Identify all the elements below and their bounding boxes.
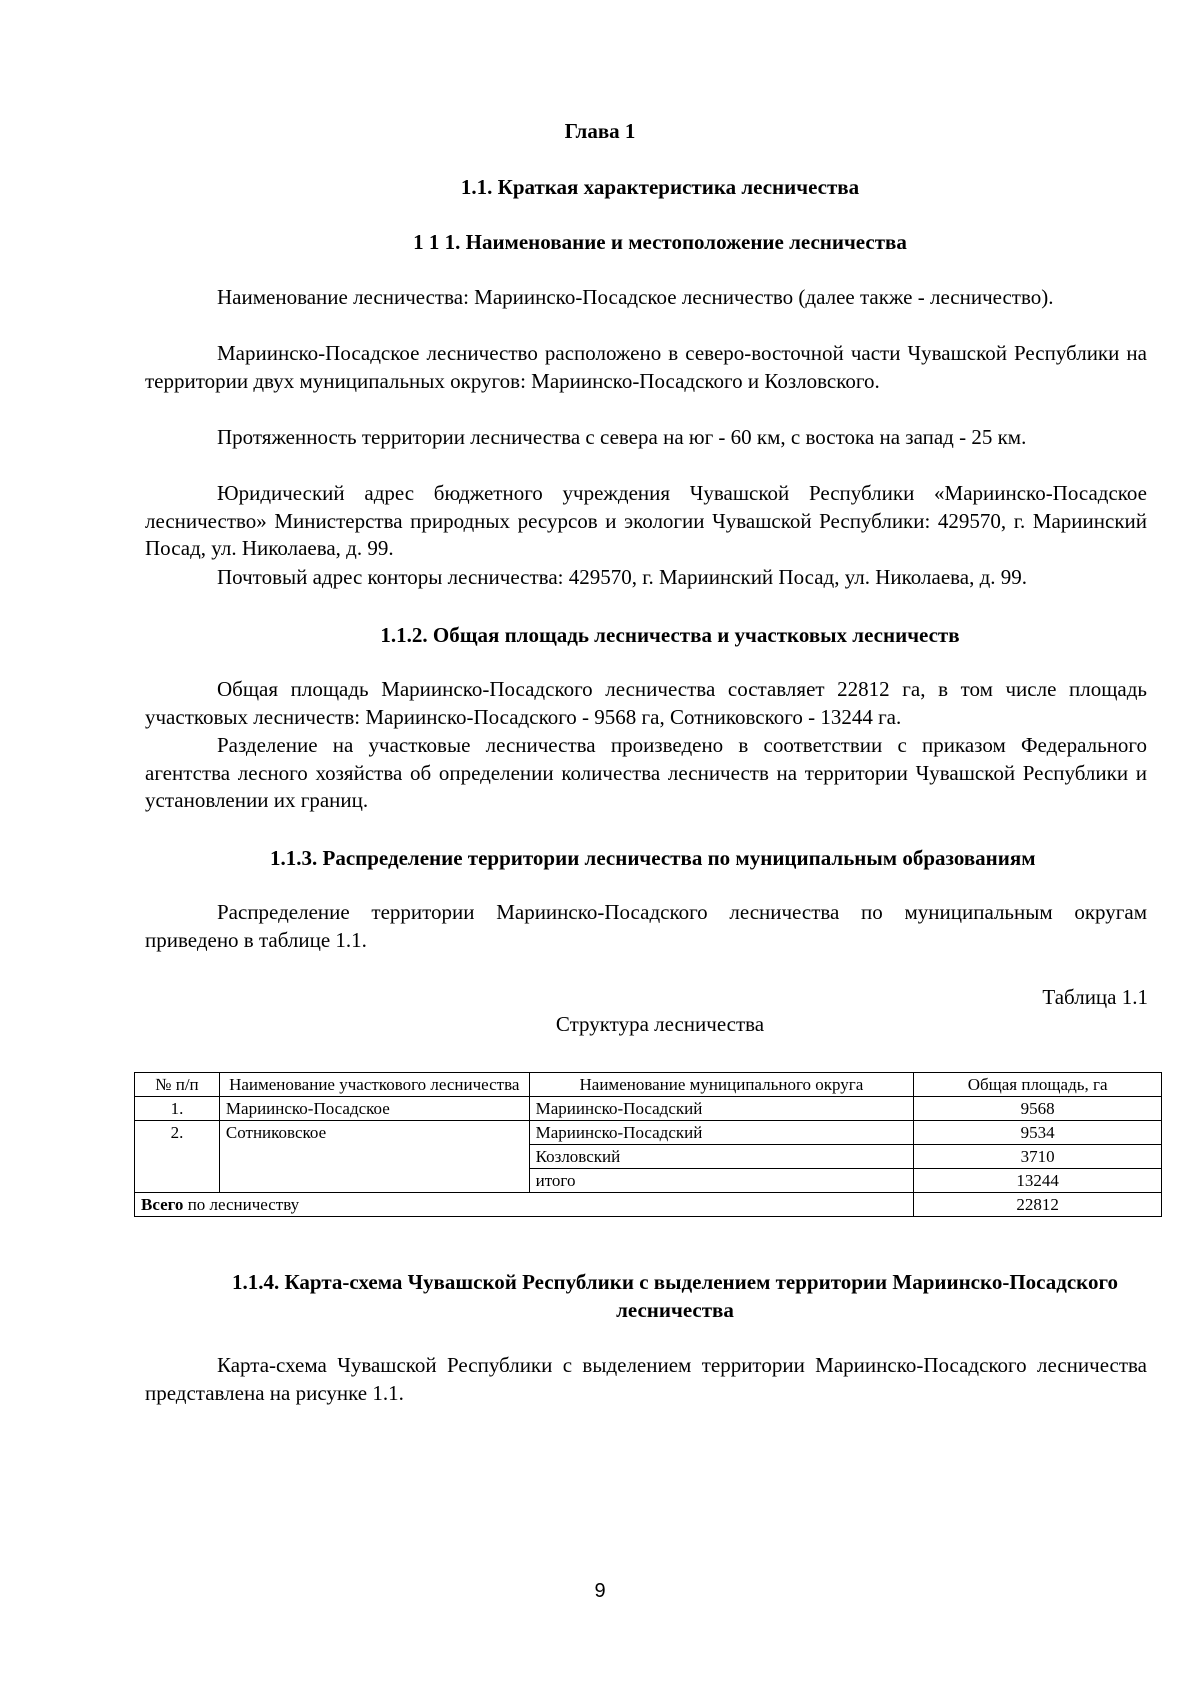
cell-area: 9534 [914,1121,1162,1145]
section-title-1-1-4: 1.1.4. Карта-схема Чувашской Республики с выделением территории Мариинско-Посадского лесничества [231,1270,1119,1322]
paragraph-legal-address: Юридический адрес бюджетного учреждения Чувашской Республики «Мариинско-Посадское лесничество» Министерства природных ресурсов и экологии Чувашской Республики: 429570, г. Мариинский Посад, ул. Николаева, д. 99. [145,481,1147,561]
paragraph-extent: Протяженность территории лесничества с севера на юг - 60 км, с востока на запад - 25 км. [217,425,1027,449]
forestry-structure-table [134,1072,1162,1217]
total-label-rest: по лесничеству [183,1195,300,1214]
paragraph-location: Мариинско-Посадское лесничество расположено в северо-восточной части Чувашской Республики на территории двух муниципальных округов: Мариинско-Посадского и Козловского. [145,341,1147,393]
cell-number: 2. [135,1121,220,1193]
cell-number: 1. [135,1097,220,1121]
page-number: 9 [594,1580,606,1602]
total-label-bold: Всего [141,1195,184,1214]
header-number: № п/п [135,1073,220,1097]
paragraph-division: Разделение на участковые лесничества произведено в соответствии с приказом Федерального агентства лесного хозяйства об определении количества лесничеств на территории Чувашской Республики и установлении их границ. [145,733,1147,813]
paragraph-distribution: Распределение территории Мариинско-Посадского лесничества по муниципальным округам приведено в таблице 1.1. [145,900,1147,952]
cell-district: Козловский [529,1145,914,1169]
table-row [135,1121,1162,1145]
section-title-1-1-3: 1.1.3. Распределение территории лесничества по муниципальным образованиям [270,846,1036,870]
paragraph-name: Наименование лесничества: Мариинско-Посадское лесничество (далее также - лесничество). [217,285,1054,309]
cell-district: Мариинско-Посадский [529,1121,914,1145]
header-district: Наименование муниципального округа [529,1073,914,1097]
header-forestry: Наименование участкового лесничества [219,1073,529,1097]
header-area: Общая площадь, га [914,1073,1162,1097]
cell-district: Мариинско-Посадский [529,1097,914,1121]
table-header-row [135,1073,1162,1097]
section-title-1-1: 1.1. Краткая характеристика лесничества [460,175,860,199]
table-caption: Структура лесничества [555,1012,765,1036]
paragraph-map: Карта-схема Чувашской Республики с выделением территории Мариинско-Посадского лесничества представлена на рисунке 1.1. [145,1353,1147,1405]
table-total-row [135,1193,1162,1217]
cell-area: 13244 [914,1169,1162,1193]
table-label: Таблица 1.1 [1042,985,1148,1009]
cell-area: 3710 [914,1145,1162,1169]
cell-forestry: Мариинско-Посадское [219,1097,529,1121]
paragraph-postal-address: Почтовый адрес конторы лесничества: 429570, г. Мариинский Посад, ул. Николаева, д. 99. [217,565,1028,589]
cell-area: 9568 [914,1097,1162,1121]
section-title-1-1-1: 1 1 1. Наименование и местоположение лесничества [413,230,907,254]
table-row [135,1097,1162,1121]
chapter-title: Глава 1 [564,119,636,143]
paragraph-area: Общая площадь Мариинско-Посадского лесничества составляет 22812 га, в том числе площадь участковых лесничеств: Мариинско-Посадского - 9568 га, Сотниковского - 13244 га. [145,677,1147,729]
cell-district: итого [529,1169,914,1193]
cell-forestry: Сотниковское [219,1121,529,1193]
section-title-1-1-2: 1.1.2. Общая площадь лесничества и участковых лесничеств [380,623,960,647]
cell-total-label [135,1193,914,1217]
cell-total-area: 22812 [914,1193,1162,1217]
